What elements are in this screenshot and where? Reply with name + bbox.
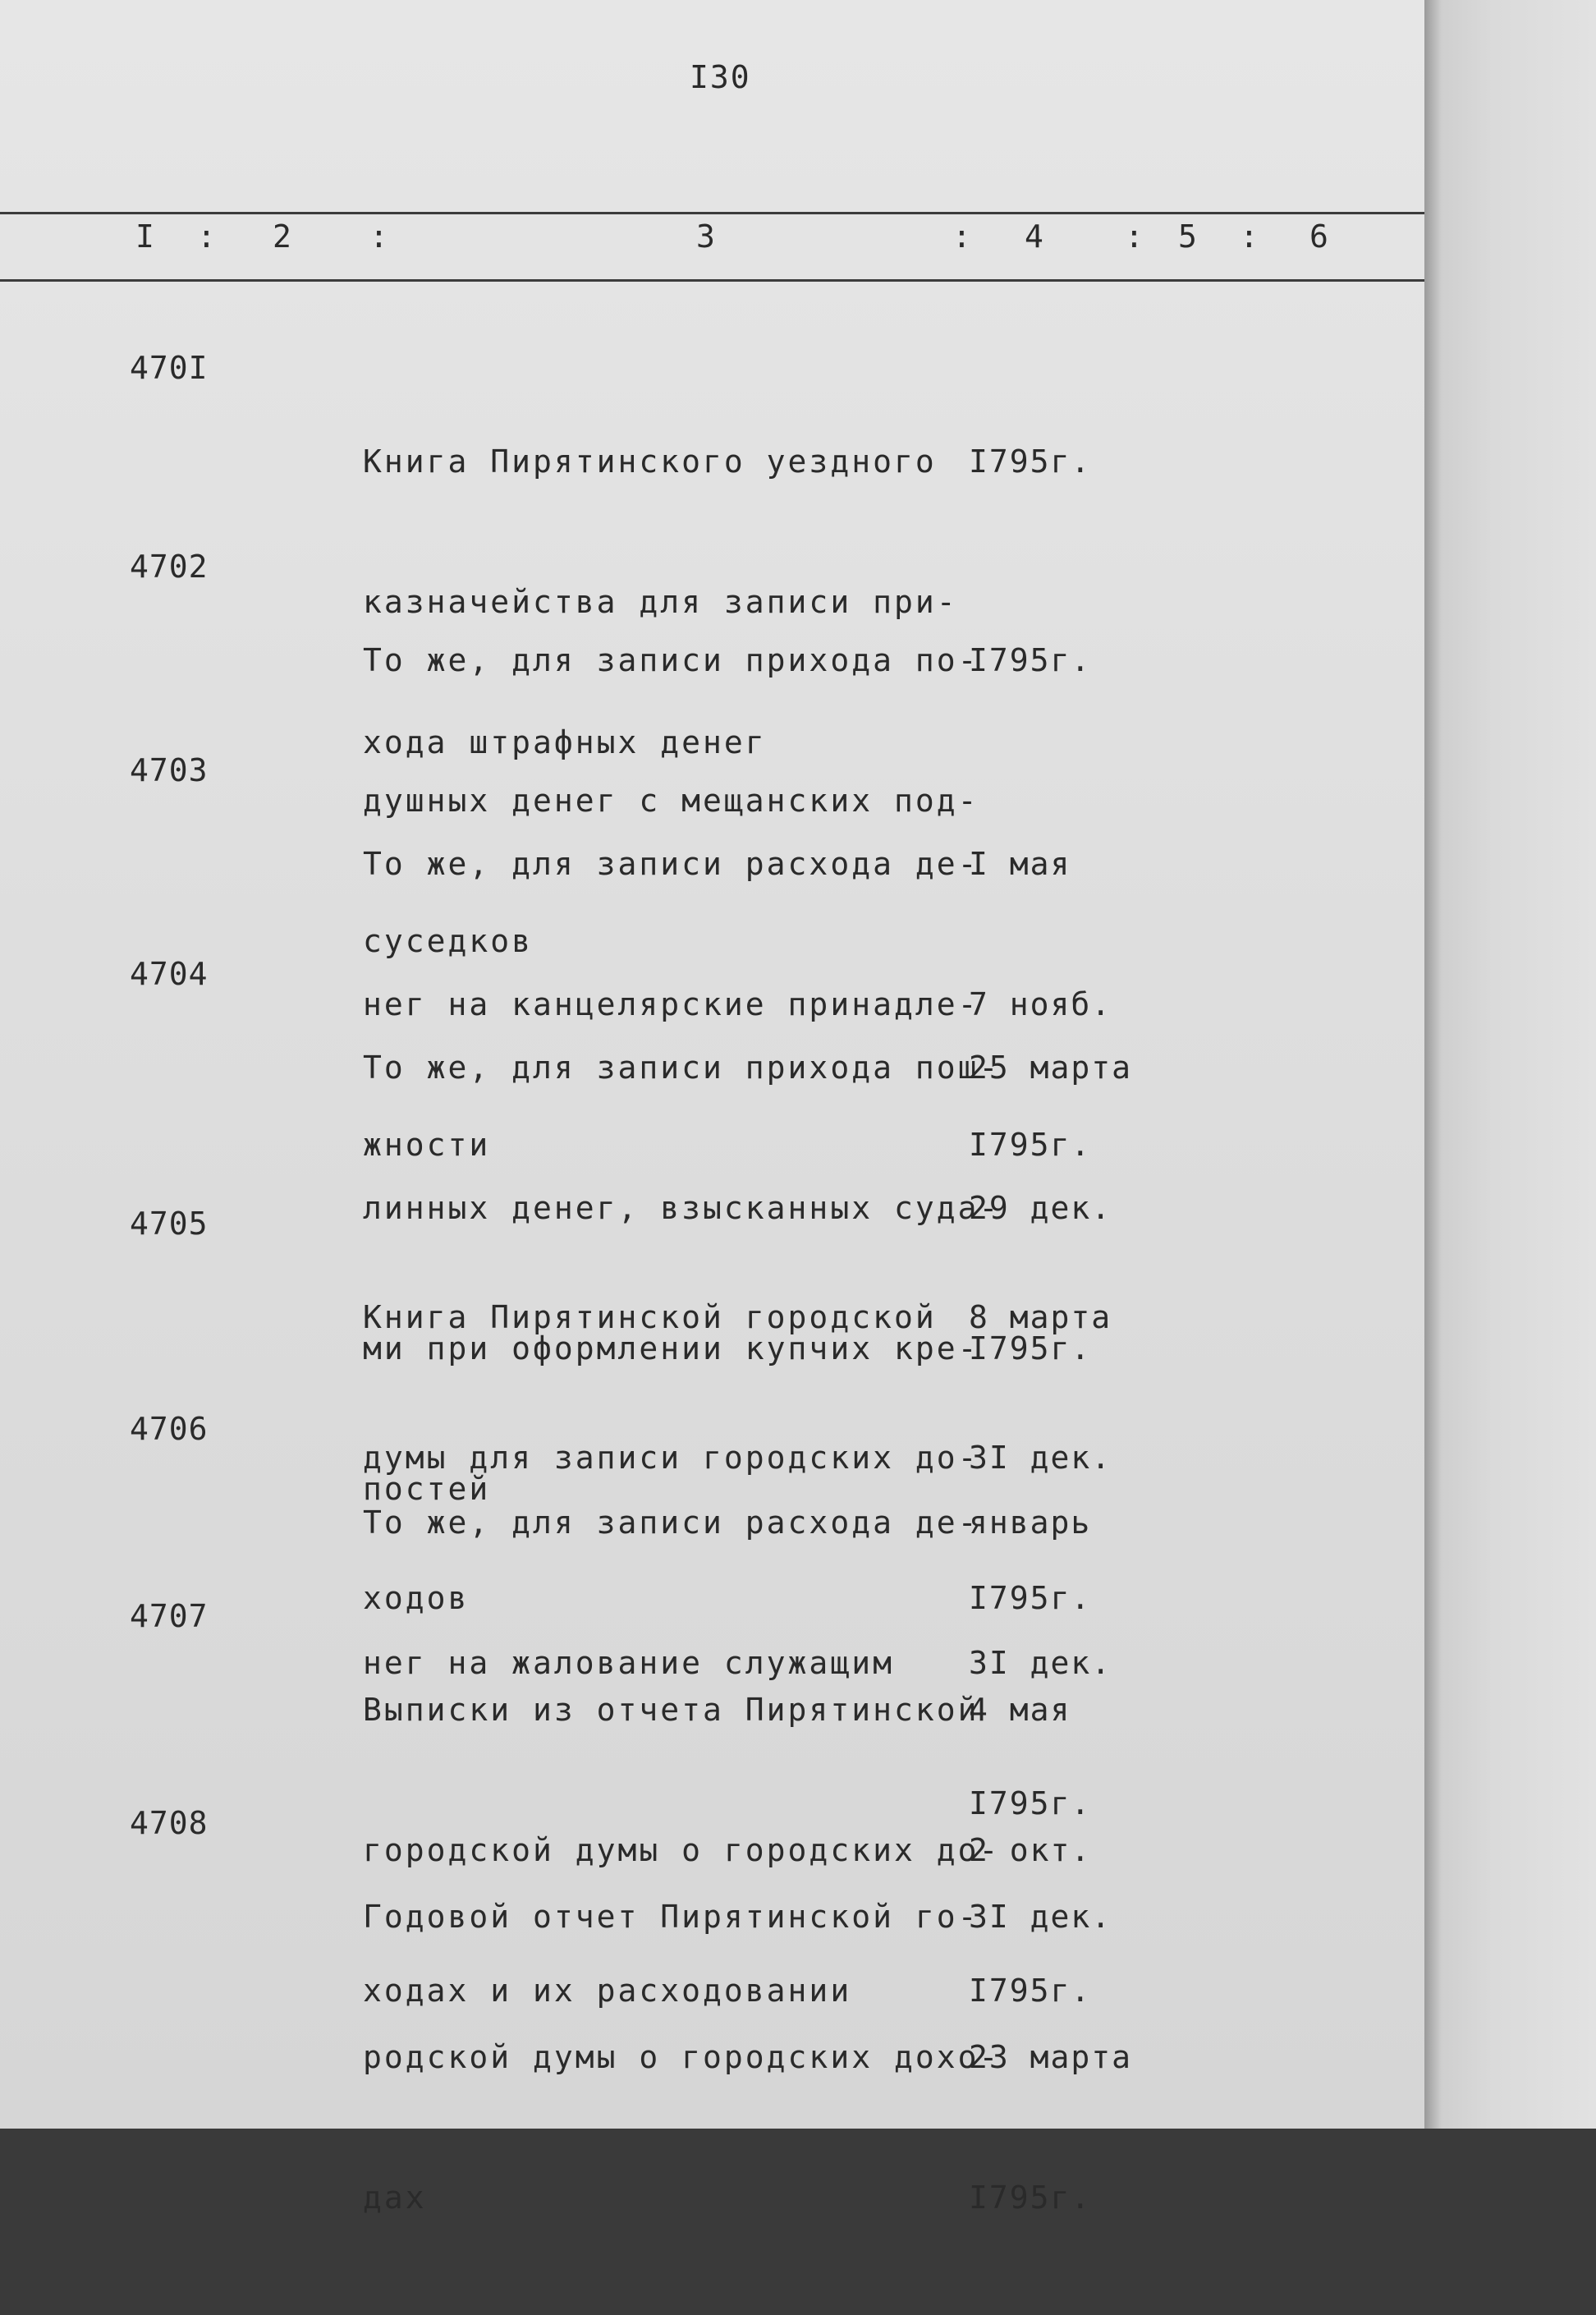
column-header-4: 4 <box>1025 218 1043 255</box>
row-description: То же, для записи прихода пош- линных денег, взысканных суда- ми при оформлении купчих кре- постей <box>363 1050 1001 1507</box>
row-dates: I мая 7 нояб. I795г. <box>969 846 1112 1163</box>
column-header-2: 2 <box>273 218 291 255</box>
column-header-5: 5 <box>1178 218 1197 255</box>
row-description: Годовой отчет Пирятинской го- родской думы о городских дохо- дах <box>363 1899 1001 2216</box>
column-separator: : <box>952 218 971 255</box>
row-description: То же, для записи расхода де- нег на канцелярские принадле- жности <box>363 846 979 1163</box>
row-description: Книга Пирятинского уездного казначейства для записи при- хода штрафных денег <box>363 443 958 760</box>
column-separator: : <box>369 218 388 255</box>
row-dates: I795г. <box>969 443 1092 480</box>
row-dates: 8 марта 3I дек. I795г. <box>969 1299 1112 1616</box>
row-number: 4706 <box>130 1411 209 1447</box>
row-number: 470I <box>130 350 209 386</box>
row-dates: I795г. <box>969 642 1092 678</box>
header-rule-top <box>0 212 1424 214</box>
row-description: Книга Пирятинской городской думы для записи городских до- ходов <box>363 1299 979 1616</box>
row-number: 4703 <box>130 752 209 788</box>
column-header-6: 6 <box>1309 218 1328 255</box>
row-description: То же, для записи расхода де- нег на жалование служащим <box>363 1504 979 1681</box>
row-number: 4704 <box>130 956 209 992</box>
header-rule-bottom <box>0 279 1424 282</box>
row-number: 4707 <box>130 1598 209 1634</box>
row-number: 4705 <box>130 1206 209 1242</box>
row-number: 4702 <box>130 549 209 585</box>
column-header-1: I <box>135 218 154 255</box>
column-separator: : <box>197 218 216 255</box>
column-header-3: 3 <box>696 218 715 255</box>
row-description: Выписки из отчета Пирятинской городской думы о городских до- ходах и их расходовании <box>363 1692 1001 2009</box>
row-dates: 25 марта 29 дек. I795г. <box>969 1050 1133 1366</box>
row-dates: 4 мая 2 окт. I795г. <box>969 1692 1092 2009</box>
page-number: I30 <box>690 59 751 95</box>
row-dates: 3I дек. 23 марта I795г. <box>969 1899 1133 2216</box>
row-dates: январь 3I дек. I795г. <box>969 1504 1112 1821</box>
page-edge-background <box>1424 0 1596 2129</box>
row-description: То же, для записи прихода по- душных денег с мещанских под- суседков <box>363 642 979 959</box>
row-number: 4708 <box>130 1805 209 1841</box>
column-separator: : <box>1125 218 1144 255</box>
column-separator: : <box>1240 218 1259 255</box>
